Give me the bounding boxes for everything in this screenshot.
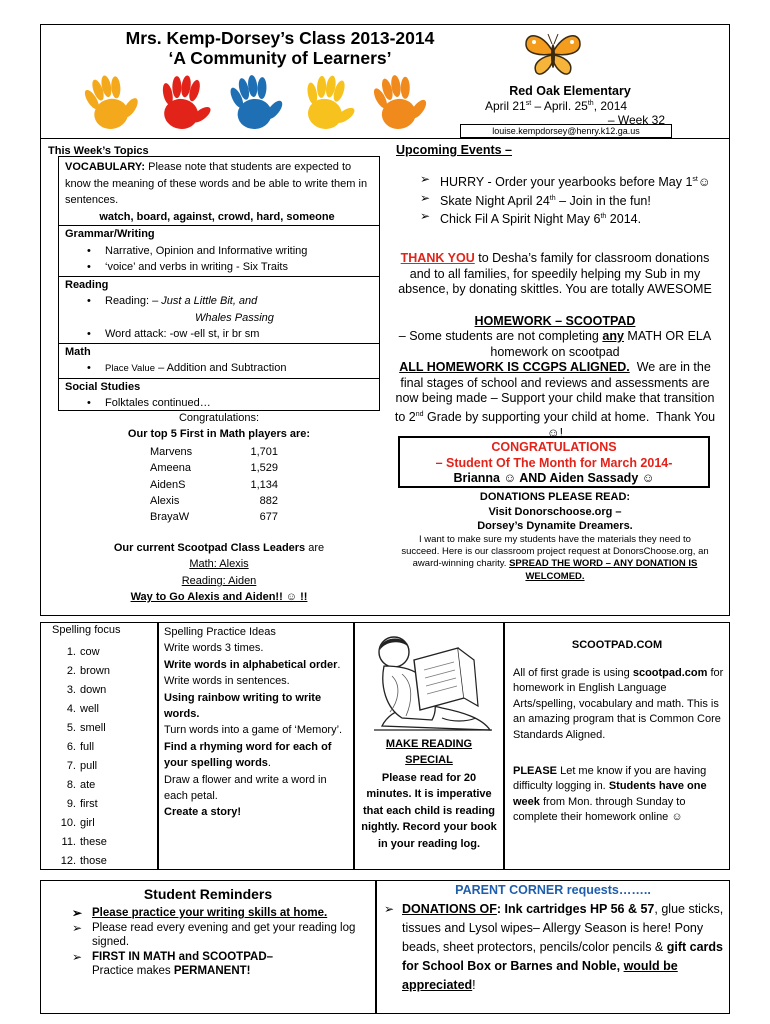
spelling-word: 4. well — [66, 703, 99, 715]
student-of-month-box — [398, 436, 710, 488]
events-heading: Upcoming Events – — [396, 143, 512, 157]
math-item: • Place Value – Addition and Subtraction — [59, 360, 379, 378]
page-title: Mrs. Kemp-Dorsey’s Class 2013-2014 — [125, 28, 435, 48]
spelling-word: 1. cow — [66, 646, 100, 658]
reminder-item: ➢ Please practice your writing skills at home. — [70, 906, 366, 920]
player-row — [150, 460, 290, 476]
practice-line: Write words in alphabetical order. — [164, 658, 341, 671]
practice-line: Draw a flower and write a word in each petal. — [164, 773, 327, 803]
reminder-item: ➢ Please read every evening and get your reading log signed. — [70, 921, 366, 949]
donations-line2: Dorsey’s Dynamite Dreamers. — [477, 520, 633, 532]
week-number: – Week 32 — [607, 113, 665, 127]
handprints-illustration — [72, 72, 452, 138]
donations-line1[interactable]: Visit Donorschoose.org – — [488, 506, 622, 518]
handprint-orange-1 — [80, 72, 145, 134]
thank-you-text: THANK YOU to Desha’s family for classroom donations and to all families, for speedily helping my Sub in my absence, by donating skittles. You are totally AWESOME — [398, 251, 712, 297]
school-name: Red Oak Elementary — [509, 84, 631, 98]
reading-label: Reading — [59, 276, 379, 294]
player-score: 882 — [259, 494, 278, 507]
homework-text: – Some students are not completing any MATH OR ELA homework on scootpad ALL HOMEWORK IS CCGPS ALIGNED. We are in the final stages of school and reviews and assessments are now being made – Support your child make that transition to 2nd Grade by supporting your child at home. Thank You ☺! — [394, 329, 716, 440]
reading-special-body: Please read for 20 minutes. It is imperative that each child is reading nightly. Record your book in your reading log. — [361, 772, 497, 850]
header-divider — [40, 138, 730, 139]
vocab-label: VOCABULARY: — [65, 161, 146, 173]
player-score: 1,134 — [250, 478, 278, 491]
event-item: ➢ Skate Night April 24th – Join in the fun! — [418, 191, 718, 210]
spelling-word: 6. full — [66, 741, 95, 753]
practice-line: Write words in sentences. — [164, 675, 290, 688]
word-attack-item: • Word attack: -ow -ell st, ir br sm — [59, 326, 379, 343]
grammar-item: • ‘voice’ and verbs in writing - Six Traits — [59, 259, 379, 276]
player-score: 1,529 — [250, 462, 278, 475]
scootpad-p2: PLEASE Let me know if you are having difficulty logging in. Students have one week from Mon. through Sunday to complete their homework online ☺ — [513, 765, 707, 824]
congrats-text: Congratulations: — [178, 412, 260, 424]
player-name: BrayaW — [150, 511, 190, 524]
event-item: ➢ Chick Fil A Spirit Night May 6th 2014. — [418, 209, 718, 228]
teacher-email[interactable] — [460, 124, 672, 138]
practice-heading: Spelling Practice Ideas — [164, 626, 276, 638]
spelling-word: 9. first — [66, 798, 98, 810]
handprint-orange-2 — [370, 72, 432, 132]
spelling-word: 2. brown — [66, 665, 110, 677]
player-name: AidenS — [150, 478, 186, 491]
scootpad-heading: SCOOTPAD.COM — [571, 639, 663, 651]
go-text: Way to Go Alexis and Aiden!! ☺ !! — [130, 591, 308, 603]
donations-body: I want to make sure my students have the materials they need to succeed. Here is our classroom project request at DonorsChoose.org, an award-winning charity. SPREAD THE WORD – ANY DONATION IS WELCOMED. — [401, 534, 709, 582]
social-item: • Folktales continued… — [59, 395, 379, 412]
player-row — [150, 444, 290, 460]
player-row — [150, 477, 290, 493]
reminders-heading: Student Reminders — [143, 886, 273, 902]
event-item: ➢ HURRY - Order your yearbooks before May 1st☺ — [418, 172, 718, 191]
parent-heading: PARENT CORNER requests…….. — [455, 883, 651, 897]
reminder-item: ➢ FIRST IN MATH and SCOOTPAD– Practice makes PERMANENT! — [70, 950, 366, 978]
leaders-line: Our current Scootpad Class Leaders are — [113, 542, 325, 554]
reading-child-illustration — [362, 626, 496, 736]
spelling-word: 5. smell — [66, 722, 106, 734]
sotm-line1: CONGRATULATIONS — [491, 440, 617, 454]
spelling-list — [44, 643, 154, 871]
spelling-word: 8. ate — [66, 779, 96, 791]
vocab-words: watch, board, against, crowd, hard, someone — [99, 210, 335, 223]
week-dates: April 21st – April. 25th, 2014 — [485, 99, 628, 113]
handprint-yellow — [299, 72, 363, 134]
player-name: Alexis — [150, 494, 180, 507]
practice-line: Turn words into a game of ‘Memory’. — [164, 724, 343, 737]
player-score: 677 — [259, 511, 278, 524]
topics-box — [58, 156, 380, 411]
practice-line: Find a rhyming word for each of your spelling words. — [164, 740, 332, 770]
player-name: Ameena — [150, 462, 191, 475]
page-subtitle: ‘A Community of Learners’ — [168, 48, 392, 68]
handprint-blue — [227, 72, 288, 131]
scootpad-p1: All of first grade is using scootpad.com for homework in English Language Arts/spelling, vocabulary and math. This is an amazing program that is Common Core Standards Aligned. — [513, 667, 724, 741]
teacher-email-text[interactable]: louise.kempdorsey@henry.k12.ga.us — [492, 126, 640, 136]
reading-special-heading1: MAKE READING — [385, 738, 473, 750]
spelling-word: 12. those — [60, 855, 107, 867]
reminders-list — [70, 906, 366, 978]
reading-special-heading2: SPECIAL — [405, 754, 453, 766]
reading-item: • Reading: – Just a Little Bit, and Whales Passing — [59, 293, 379, 326]
player-score: 1,701 — [250, 446, 278, 458]
scootpad-box — [504, 622, 730, 870]
social-label: Social Studies — [59, 378, 379, 396]
events-list — [418, 172, 718, 228]
players-list — [150, 444, 290, 525]
spelling-word: 10. girl — [60, 817, 95, 829]
practice-ideas — [164, 624, 350, 821]
math-label: Math — [59, 343, 379, 361]
homework-heading: HOMEWORK – SCOOTPAD — [474, 314, 636, 328]
vocab-text: Please note that students are expected to know the meaning of these words and be able to write them in sentences. — [65, 161, 368, 206]
sotm-line2: – Student Of The Month for March 2014- — [435, 455, 673, 470]
sotm-line3: Brianna ☺ AND Aiden Sassady ☺ — [453, 471, 655, 485]
spelling-focus-heading: Spelling focus — [52, 624, 121, 636]
butterfly-icon — [522, 30, 584, 80]
spelling-word: 3. down — [66, 684, 107, 696]
player-row — [150, 493, 290, 509]
donations-heading: DONATIONS PLEASE READ: — [479, 491, 631, 503]
leader-math: Math: Alexis — [189, 558, 249, 570]
parent-body: ➢ DONATIONS OF: Ink cartridges HP 56 & 57, glue sticks, tissues and Lysol wipes– Allergy Season is here! Pony beads, sheet protectors, pencils/color pencils & gift cards for School Box or Barnes and Noble, would be appreciated! — [384, 902, 724, 992]
practice-line: Using rainbow writing to write words. — [164, 691, 322, 721]
grammar-label: Grammar/Writing — [59, 225, 379, 243]
scootpad-link[interactable]: scootpad.com — [632, 667, 708, 679]
handprint-red — [155, 72, 217, 133]
topics-heading: This Week’s Topics — [48, 145, 149, 157]
practice-line: Write words 3 times. — [164, 642, 264, 655]
spelling-word: 11. these — [61, 836, 107, 848]
grammar-item: • Narrative, Opinion and Informative writing — [59, 243, 379, 260]
leader-reading: Reading: Aiden — [181, 575, 257, 587]
top5-heading: Our top 5 First in Math players are: — [127, 428, 311, 440]
practice-line: Create a story! — [164, 806, 242, 819]
spelling-word: 7. pull — [66, 760, 98, 772]
player-name: Marvens — [150, 446, 193, 458]
player-row — [150, 509, 290, 525]
